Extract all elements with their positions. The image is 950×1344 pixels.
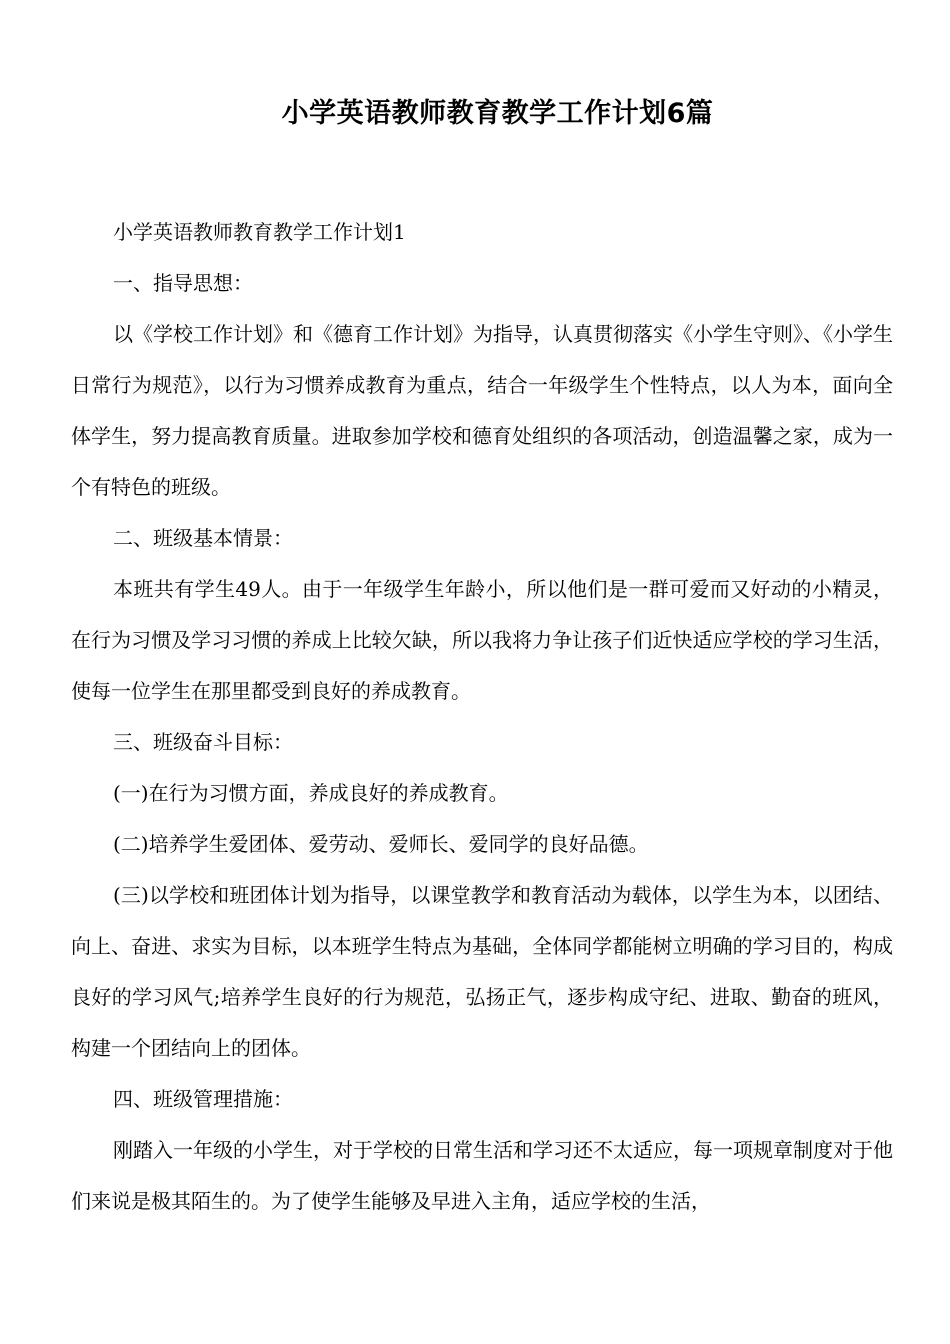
- section-heading: 三、班级奋斗目标：: [113, 730, 293, 754]
- section-heading: 四、班级管理措施：: [113, 1087, 293, 1111]
- document-title: 小学英语教师教育教学工作计划6篇: [281, 98, 714, 129]
- list-item: (一)在行为习惯方面，养成良好的养成教育。: [113, 781, 509, 805]
- list-item: (三)以学校和班团体计划为指导，以课堂教学和教育活动为载体，以学生为本，以团结、向上、奋进、求实为目标，以本班学生特点为基础，全体同学都能树立明确的学习目的，构成良好的学习风气;培养学生良好的行为规范，弘扬正气，逐步构成守纪、进取、勤奋的班风，构建一个团结向上的团体。: [71, 883, 893, 1060]
- body-paragraph: 本班共有学生49人。由于一年级学生年龄小，所以他们是一群可爱而又好动的小精灵，在行为习惯及学习习惯的养成上比较欠缺，所以我将力争让孩子们近快适应学校的学习生活，使每一位学生在那里都受到良好的养成教育。: [71, 577, 893, 703]
- section-heading: 一、指导思想：: [113, 271, 253, 295]
- document-body: [71, 207, 893, 1227]
- plan-heading: 小学英语教师教育教学工作计划1: [113, 220, 406, 244]
- list-item: (二)培养学生爱团体、爱劳动、爱师长、爱同学的良好品德。: [113, 832, 649, 856]
- body-paragraph: 刚踏入一年级的小学生，对于学校的日常生活和学习还不太适应，每一项规章制度对于他们来说是极其陌生的。为了使学生能够及早进入主角，适应学校的生活，: [71, 1138, 893, 1213]
- body-paragraph: 以《学校工作计划》和《德育工作计划》为指导，认真贯彻落实《小学生守则》、《小学生日常行为规范》，以行为习惯养成教育为重点，结合一年级学生个性特点，以人为本，面向全体学生，努力提高教育质量。进取参加学校和德育处组织的各项活动，创造温馨之家，成为一个有特色的班级。: [71, 322, 893, 499]
- section-heading: 二、班级基本情景：: [113, 526, 293, 550]
